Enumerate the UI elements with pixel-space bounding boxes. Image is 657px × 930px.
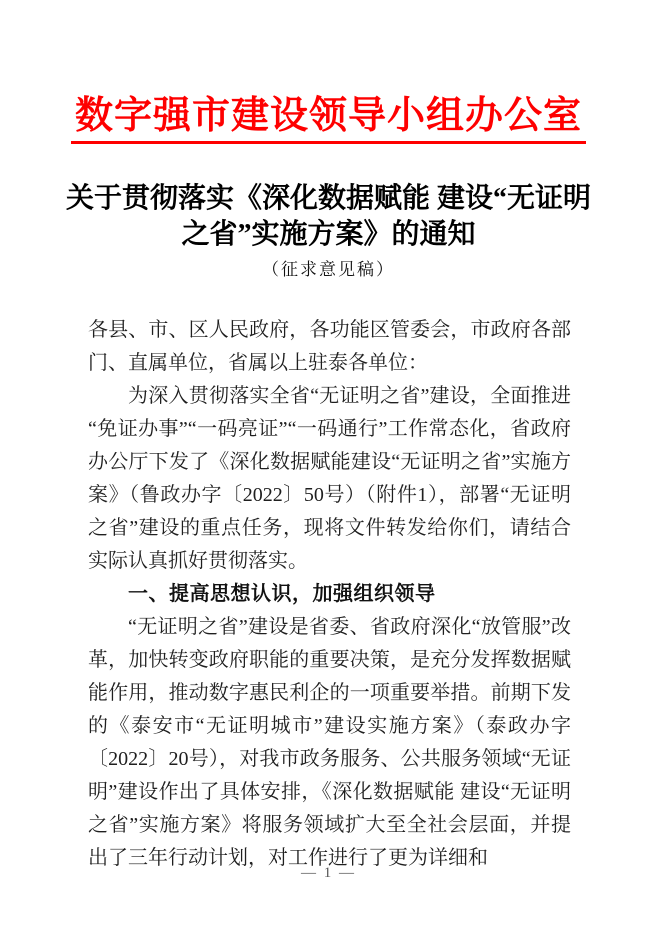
section-1-heading: 一、提高思想认识，加强组织领导 bbox=[128, 583, 436, 605]
notice-title-line-1: 关于贯彻落实《深化数据赋能 建设“无证明 bbox=[65, 183, 591, 214]
page-number: — 1 — bbox=[301, 865, 356, 881]
notice-body bbox=[88, 314, 571, 875]
draft-version-label: （征求意见稿） bbox=[262, 260, 395, 279]
letterhead-office-name: 数字强市建设领导小组办公室 bbox=[74, 95, 582, 137]
section-1-paragraph: “无证明之省”建设是省委、省政府深化“放管服”改革，加快转变政府职能的重要决策，是充分发挥数据赋能作用，推动数字惠民利企的一项重要举措。前期下发的《泰安市“无证明城市”建设实施方案》（泰政办字〔2022〕20号），对我市政务服务、公共服务领域“无证明”建设作出了具体安排，《深化数据赋能 建设“无证明之省”实施方案》将服务领域扩大至全社会层面，并提出了三年行动计划，对工作进行了更为详细和 bbox=[88, 616, 571, 869]
intro-paragraph: 为深入贯彻落实全省“无证明之省”建设，全面推进“免证办事”“一码亮证”“一码通行”工作常态化，省政府办公厅下发了《深化数据赋能建设“无证明之省”实施方案》（鲁政办字〔2022〕50号）（附件1），部署“无证明之省”建设的重点任务，现将文件转发给你们，请结合实际认真抓好贯彻落实。 bbox=[88, 385, 571, 572]
notice-title-line-2: 之省”实施方案》的通知 bbox=[181, 219, 476, 250]
salutation: 各县、市、区人民政府，各功能区管委会，市政府各部门、直属单位，省属以上驻泰各单位： bbox=[88, 319, 571, 374]
letterhead-divider bbox=[71, 141, 586, 144]
notice-title bbox=[50, 181, 607, 253]
